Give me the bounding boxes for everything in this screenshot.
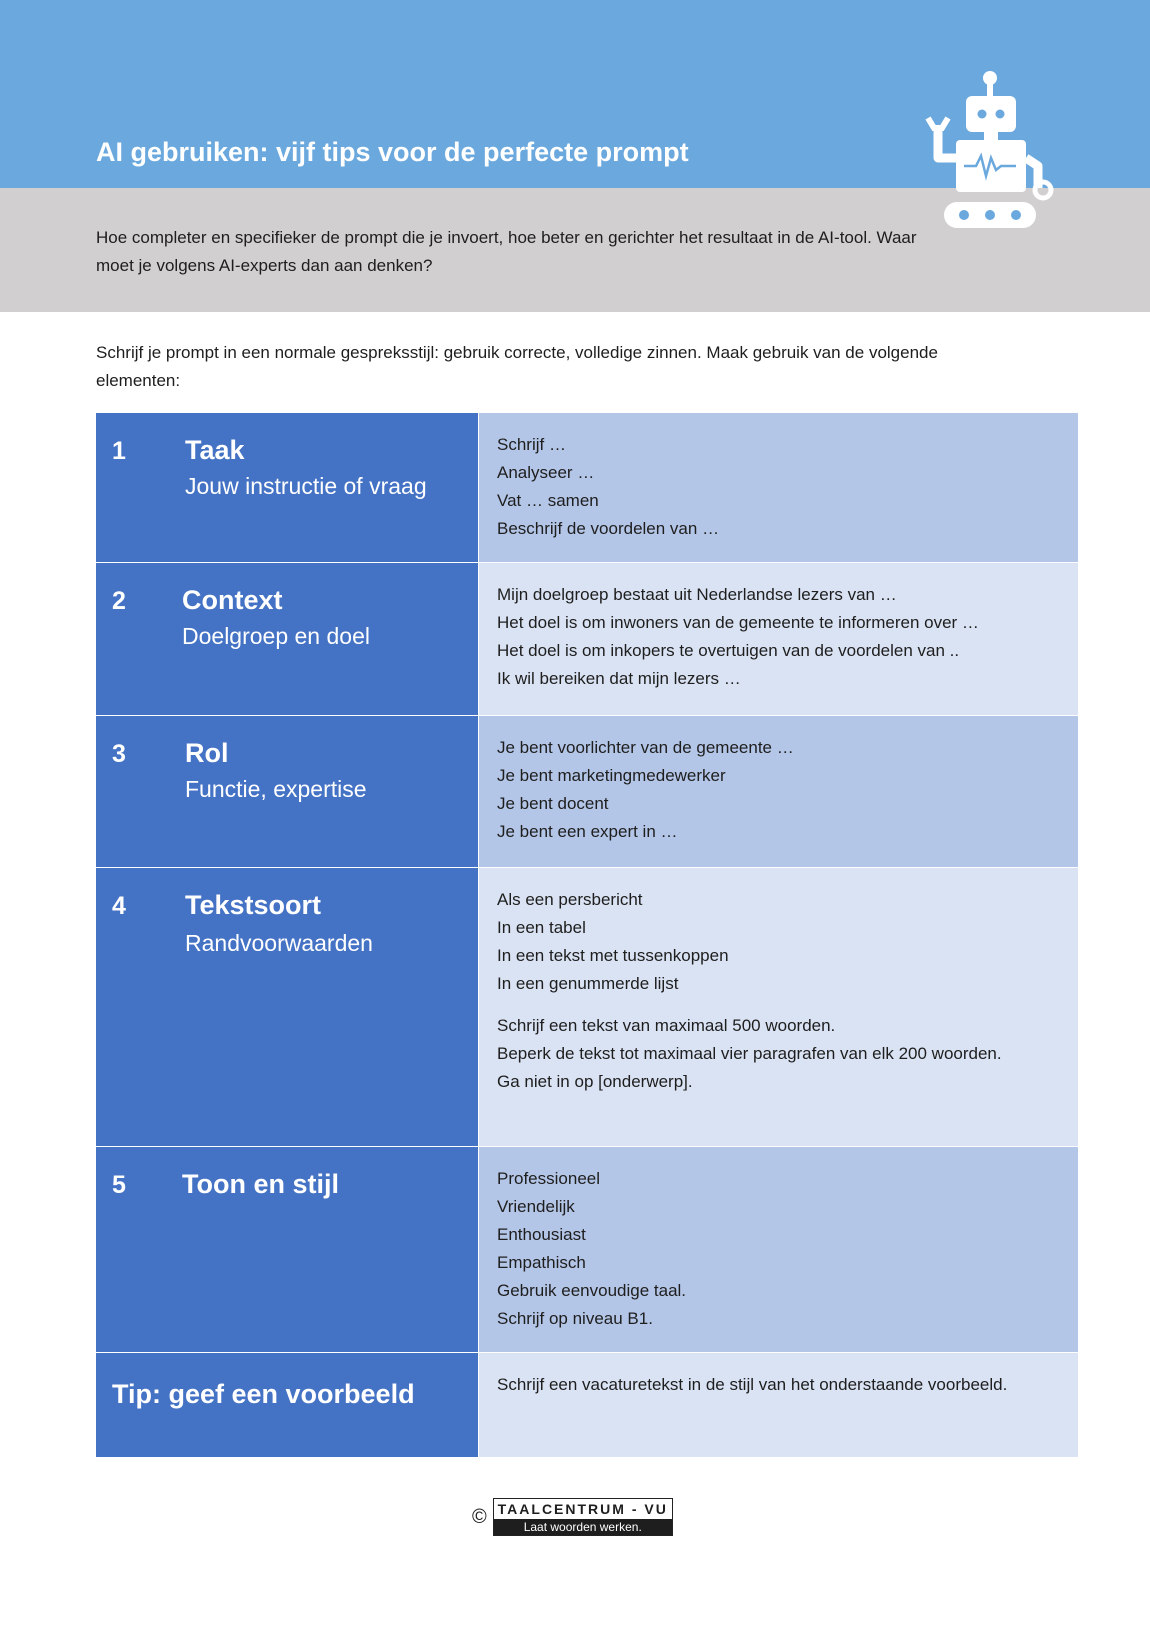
example-line: Beschrijf de voordelen van …	[497, 519, 720, 538]
tip-number: 4	[112, 892, 126, 920]
tip-subtitle: Functie, expertise	[185, 776, 367, 802]
tip-title: Toon en stijl	[182, 1169, 339, 1199]
example-line: Analyseer …	[497, 463, 595, 482]
tip-number: 5	[112, 1171, 126, 1199]
tip-title: Taak	[185, 435, 245, 465]
copyright-symbol: ©	[472, 1505, 487, 1528]
tip-row-toon	[96, 1147, 1078, 1353]
page-title: AI gebruiken: vijf tips voor de perfecte prompt	[96, 137, 689, 167]
example-line: Je bent een expert in …	[497, 822, 678, 841]
tip-label-cell	[96, 563, 478, 715]
logo-name: TAALCENTRUM - VU	[494, 1499, 672, 1519]
example-line: Vriendelijk	[497, 1197, 575, 1216]
example-line: Schrijf een vacaturetekst in de stijl van het onderstaande voorbeeld.	[497, 1375, 1008, 1394]
example-line: Ik wil bereiken dat mijn lezers …	[497, 669, 741, 688]
example-line: Je bent voorlichter van de gemeente …	[497, 738, 794, 757]
example-line: Als een persbericht	[497, 890, 643, 909]
tip-title: Rol	[185, 738, 229, 768]
example-line: Gebruik eenvoudige taal.	[497, 1281, 687, 1300]
example-line: In een tabel	[497, 918, 586, 937]
tip-examples	[478, 1147, 1078, 1352]
example-line: Empathisch	[497, 1253, 586, 1272]
tip-examples	[478, 413, 1078, 562]
tip-subtitle: Doelgroep en doel	[182, 623, 370, 649]
intro-text: Hoe completer en specifieker de prompt die je invoert, hoe beter en gerichter het resultaat in de AI-tool. Waar moet je volgens AI-experts dan aan denken?	[96, 228, 917, 275]
tip-title: Tekstsoort	[185, 890, 322, 920]
tip-examples	[478, 563, 1078, 715]
example-line: Vat … samen	[497, 491, 599, 510]
tip-row-context	[96, 563, 1078, 716]
tip-label-cell	[96, 413, 478, 562]
example-line: Je bent docent	[497, 794, 609, 813]
tip-subtitle: Jouw instructie of vraag	[185, 473, 427, 499]
example-line: Enthousiast	[497, 1225, 586, 1244]
tip-label-cell	[96, 1353, 478, 1457]
example-line: Schrijf …	[497, 435, 566, 454]
tip-label-cell	[96, 716, 478, 867]
logo-slogan: Laat woorden werken.	[494, 1519, 672, 1535]
tip-row-voorbeeld	[96, 1353, 1078, 1457]
tip-row-tekstsoort	[96, 868, 1078, 1147]
tip-row-taak	[96, 413, 1078, 563]
robot-icon	[920, 66, 1060, 236]
example-line: Mijn doelgroep bestaat uit Nederlandse lezers van …	[497, 585, 897, 604]
tip-row-rol	[96, 716, 1078, 868]
example-line: Ga niet in op [onderwerp].	[497, 1072, 693, 1091]
tip-number: 3	[112, 740, 126, 768]
tips-table	[96, 413, 1078, 1457]
tip-label-cell	[96, 1147, 478, 1352]
example-line: Schrijf een tekst van maximaal 500 woorden.	[497, 1016, 836, 1035]
example-line: In een genummerde lijst	[497, 974, 679, 993]
tip-examples	[478, 868, 1078, 1146]
example-line: Beperk de tekst tot maximaal vier paragrafen van elk 200 woorden.	[497, 1044, 1002, 1063]
tip-label-cell	[96, 868, 478, 1146]
final-tip-title: Tip: geef een voorbeeld	[112, 1379, 415, 1409]
tip-subtitle: Randvoorwaarden	[185, 930, 373, 956]
example-line: Schrijf op niveau B1.	[497, 1309, 653, 1328]
example-line: Professioneel	[497, 1169, 601, 1188]
taalcentrum-logo	[493, 1498, 673, 1536]
example-line: Het doel is om inwoners van de gemeente te informeren over …	[497, 613, 979, 632]
example-line: Je bent marketingmedewerker	[497, 766, 726, 785]
tip-title: Context	[182, 585, 283, 615]
example-line: In een tekst met tussenkoppen	[497, 946, 729, 965]
tip-number: 1	[112, 437, 126, 465]
tip-number: 2	[112, 587, 126, 615]
tip-examples	[478, 716, 1078, 867]
lead-text: Schrijf je prompt in een normale gespreksstijl: gebruik correcte, volledige zinnen. Maak gebruik van de volgende elementen:	[96, 343, 938, 390]
footer	[472, 1497, 673, 1537]
example-line: Het doel is om inkopers te overtuigen van de voordelen van ..	[497, 641, 960, 660]
tip-examples	[478, 1353, 1078, 1457]
